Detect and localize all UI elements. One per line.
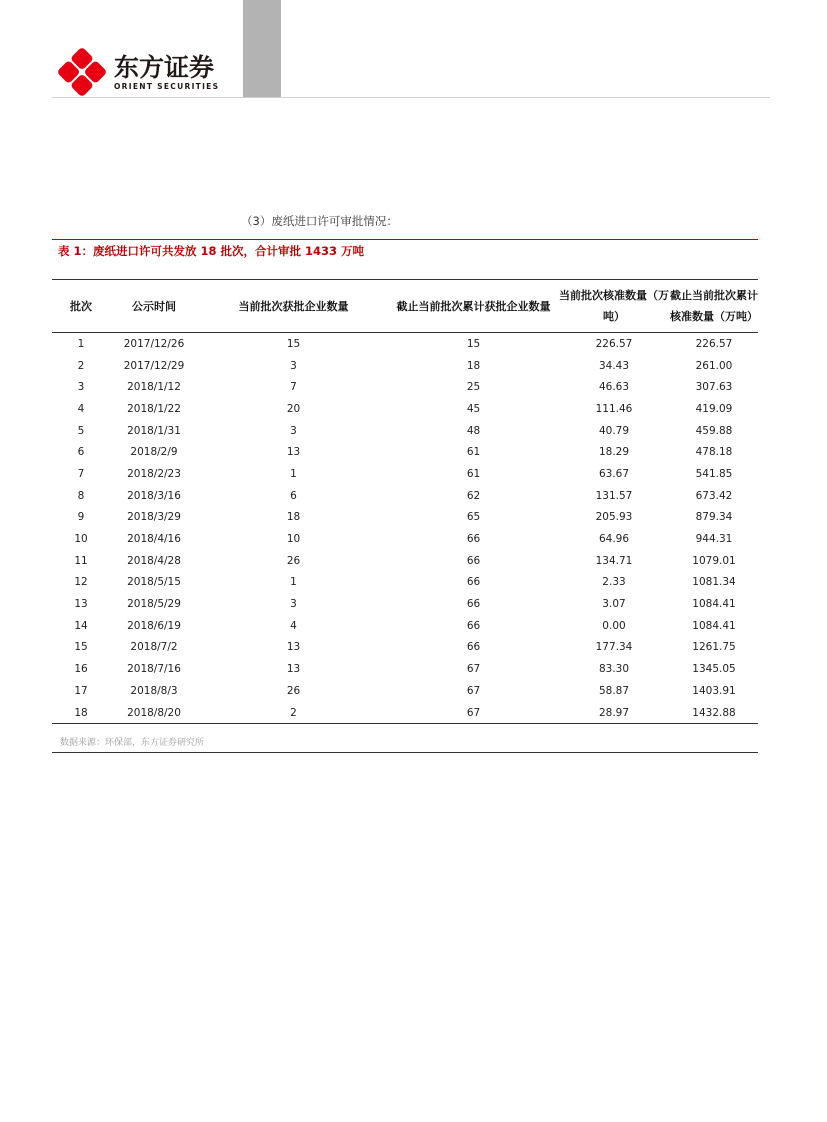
table-cell: 3 xyxy=(290,424,297,437)
table-cell: 261.00 xyxy=(695,359,733,372)
table-row xyxy=(52,593,758,615)
table-cell: 541.85 xyxy=(695,467,733,480)
table-row xyxy=(52,507,758,529)
brand-name-en: ORIENT SECURITIES xyxy=(114,82,220,91)
table-cell: 1432.88 xyxy=(670,702,758,724)
table-cell: 26 xyxy=(286,684,301,697)
table-cell: 2018/1/31 xyxy=(127,424,181,437)
table-cell: 307.63 xyxy=(695,381,733,394)
table-cell: 1084.41 xyxy=(692,619,736,632)
table-cell: 67 xyxy=(389,702,558,724)
table-row xyxy=(52,376,758,398)
table-row xyxy=(52,572,758,594)
table-cell: 1081.34 xyxy=(692,576,736,589)
table-cell: 18 xyxy=(286,511,301,524)
table-cell: 2018/3/29 xyxy=(127,511,181,524)
table-cell: 2018/2/23 xyxy=(127,467,181,480)
table-cell: 11 xyxy=(74,554,88,567)
table-row xyxy=(52,485,758,507)
table-cell: 28.97 xyxy=(558,702,670,724)
table-cell: 12 xyxy=(74,576,88,589)
table-cell: 62 xyxy=(466,489,481,502)
table-cell: 8 xyxy=(77,489,85,502)
table-cell: 1261.75 xyxy=(692,641,736,654)
table-cell: 111.46 xyxy=(595,402,633,415)
table-cell: 15 xyxy=(74,641,88,654)
header-gray-block xyxy=(243,0,281,97)
table-cell: 2018/8/3 xyxy=(130,684,178,697)
table-cell: 66 xyxy=(466,641,481,654)
table-cell: 18 xyxy=(466,359,481,372)
table-cell: 15 xyxy=(466,337,481,350)
table-cell: 879.34 xyxy=(695,511,733,524)
table-cell: 20 xyxy=(286,402,301,415)
table-cell: 2018/5/15 xyxy=(127,576,181,589)
table-cell: 226.57 xyxy=(595,337,633,350)
table-cell: 66 xyxy=(466,554,481,567)
table-cell: 83.30 xyxy=(598,663,630,676)
table-row xyxy=(52,355,758,377)
table-cell: 1403.91 xyxy=(692,684,736,697)
table-cell: 2018/6/19 xyxy=(127,619,181,632)
col-header-cumulative-companies: 截止当前批次累计获批企业数量 xyxy=(389,280,558,333)
col-header-cumulative-quantity: 截止当前批次累计核准数量（万吨） xyxy=(670,280,758,333)
table-row xyxy=(52,441,758,463)
table-cell: 1 xyxy=(290,467,297,480)
table-cell: 1084.41 xyxy=(692,598,736,611)
brand-name-cn: 东方证券 xyxy=(114,53,215,82)
table-cell: 419.09 xyxy=(695,402,733,415)
table-cell: 2 xyxy=(77,359,85,372)
table-caption: 表 1：废纸进口许可共发放 18 批次，合计审批 1433 万吨 xyxy=(58,244,365,258)
table-cell: 9 xyxy=(77,511,85,524)
table-cell: 67 xyxy=(466,684,481,697)
table-cell: 131.57 xyxy=(595,489,633,502)
table-row xyxy=(52,463,758,485)
table-cell: 2 xyxy=(198,702,389,724)
table-cell: 7 xyxy=(77,467,85,480)
table-cell: 63.67 xyxy=(598,467,630,480)
table-cell: 1 xyxy=(77,337,85,350)
table-row xyxy=(52,702,758,724)
table-cell: 2018/4/16 xyxy=(127,533,181,546)
table-cell: 3 xyxy=(77,381,85,394)
table-cell: 1345.05 xyxy=(692,663,736,676)
table-cell: 61 xyxy=(466,467,481,480)
table-cell: 16 xyxy=(74,663,88,676)
table-cell: 2018/1/12 xyxy=(127,381,181,394)
table-cell: 65 xyxy=(466,511,481,524)
table-row xyxy=(52,615,758,637)
table-cell: 0.00 xyxy=(602,619,626,632)
table-cell: 66 xyxy=(466,576,481,589)
table-row xyxy=(52,658,758,680)
table-cell: 18.29 xyxy=(598,446,630,459)
table-cell: 10 xyxy=(74,533,88,546)
table-cell: 13 xyxy=(286,446,301,459)
orient-securities-logo-icon xyxy=(58,48,106,96)
table-cell: 2018/4/28 xyxy=(127,554,181,567)
table-cell: 34.43 xyxy=(598,359,630,372)
table-cell: 6 xyxy=(77,446,85,459)
table-cell: 2018/1/22 xyxy=(127,402,181,415)
table-cell: 15 xyxy=(286,337,301,350)
table-cell: 13 xyxy=(74,598,88,611)
table-cell: 4 xyxy=(77,402,85,415)
table-cell: 2.33 xyxy=(602,576,626,589)
table-cell: 944.31 xyxy=(695,533,733,546)
table-row xyxy=(52,333,758,355)
table-cell: 25 xyxy=(466,381,481,394)
table-cell: 2018/7/16 xyxy=(127,663,181,676)
table-cell: 673.42 xyxy=(695,489,733,502)
table-cell: 226.57 xyxy=(695,337,733,350)
col-header-current-companies: 当前批次获批企业数量 xyxy=(198,280,389,333)
table-cell: 3 xyxy=(290,598,297,611)
table-cell: 478.18 xyxy=(695,446,733,459)
section-title: （3）废纸进口许可审批情况： xyxy=(241,214,398,228)
table-row xyxy=(52,398,758,420)
table-cell: 26 xyxy=(286,554,301,567)
table-cell: 67 xyxy=(466,663,481,676)
table-cell: 1079.01 xyxy=(692,554,736,567)
table-cell: 7 xyxy=(290,381,297,394)
table-cell: 2017/12/26 xyxy=(123,337,185,350)
table-cell: 46.63 xyxy=(598,381,630,394)
table-row xyxy=(52,637,758,659)
data-source-note: 数据来源：环保部，东方证券研究所 xyxy=(60,738,205,748)
table-cell: 1 xyxy=(290,576,297,589)
table-cell: 45 xyxy=(466,402,481,415)
table-header-row xyxy=(52,280,758,333)
col-header-date: 公示时间 xyxy=(110,280,198,333)
table-cell: 2018/3/16 xyxy=(127,489,181,502)
table-cell: 2018/8/20 xyxy=(110,702,198,724)
table-cell: 2018/7/2 xyxy=(130,641,178,654)
table-cell: 2018/5/29 xyxy=(127,598,181,611)
table-cell: 4 xyxy=(290,619,297,632)
table-cell: 13 xyxy=(286,663,301,676)
table-cell: 48 xyxy=(466,424,481,437)
table-cell: 2018/2/9 xyxy=(130,446,178,459)
col-header-batch: 批次 xyxy=(52,280,110,333)
approval-table xyxy=(52,279,758,724)
table-cell: 58.87 xyxy=(598,684,630,697)
table-cell: 66 xyxy=(466,619,481,632)
table-cell: 61 xyxy=(466,446,481,459)
table-cell: 66 xyxy=(466,533,481,546)
table-cell: 3.07 xyxy=(602,598,626,611)
col-header-current-quantity: 当前批次核准数量（万吨） xyxy=(558,280,670,333)
table-cell: 177.34 xyxy=(595,641,633,654)
table-row xyxy=(52,680,758,702)
table-cell: 13 xyxy=(286,641,301,654)
header-divider xyxy=(52,97,770,98)
table-cell: 66 xyxy=(466,598,481,611)
table-cell: 64.96 xyxy=(598,533,630,546)
table-cell: 459.88 xyxy=(695,424,733,437)
table-cell: 134.71 xyxy=(595,554,633,567)
table-cell: 17 xyxy=(74,684,88,697)
table-cell: 40.79 xyxy=(598,424,630,437)
table-cell: 6 xyxy=(290,489,297,502)
table-row xyxy=(52,420,758,442)
table-cell: 10 xyxy=(286,533,301,546)
table-cell: 5 xyxy=(77,424,85,437)
caption-divider xyxy=(52,239,758,240)
table-row xyxy=(52,550,758,572)
table-bottom-divider xyxy=(52,752,758,753)
table-cell: 18 xyxy=(52,702,110,724)
table-row xyxy=(52,528,758,550)
table-cell: 3 xyxy=(290,359,297,372)
table-cell: 14 xyxy=(74,619,88,632)
table-cell: 205.93 xyxy=(595,511,633,524)
table-cell: 2017/12/29 xyxy=(123,359,185,372)
